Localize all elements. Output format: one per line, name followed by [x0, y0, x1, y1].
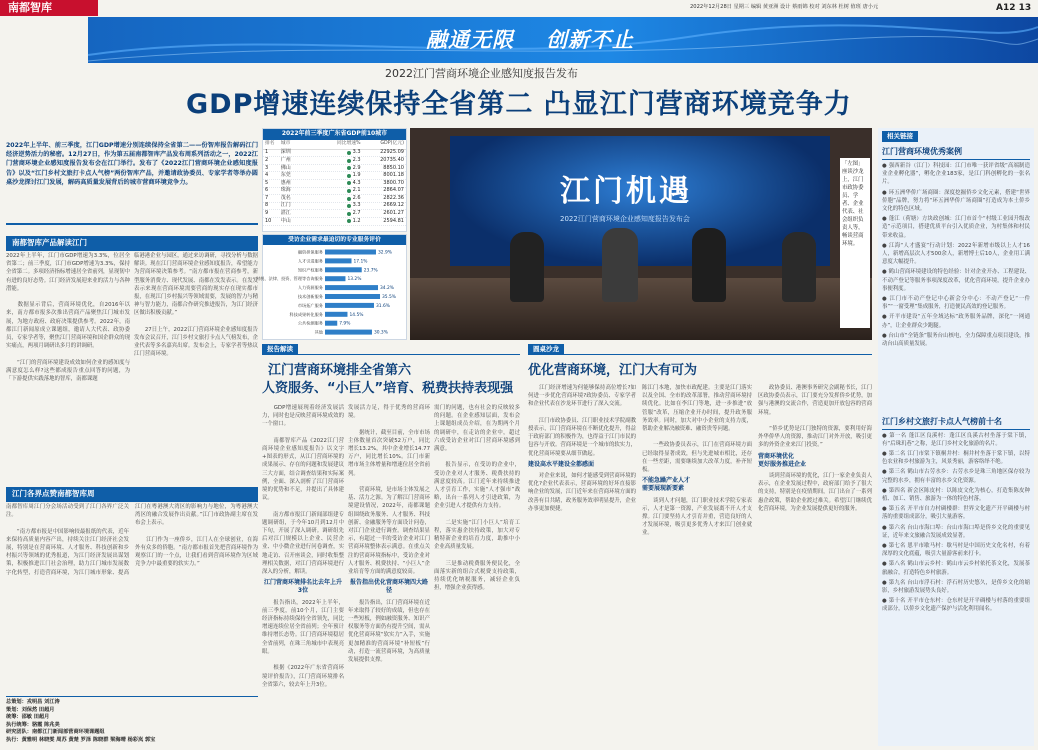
stage-screen [450, 136, 830, 266]
service-chart [255, 234, 407, 340]
cell-city: 东莞 [280, 172, 291, 179]
article2-col-2 [642, 384, 752, 746]
growth-dot-icon [347, 181, 351, 185]
growth-dot-icon [347, 189, 351, 193]
article1-col-1 [262, 404, 344, 746]
list-item: ● 第四名 新会区陈皮村：以陈皮文化为核心，打造集陈皮种植、加工、销售、旅游为一体的特色村落。 [882, 487, 1030, 503]
growth-cell [306, 180, 360, 187]
article1-col-1-text: GDP增速展现着经济发展活力，同时也是反映营商环境成效的一个窗口。 南都智库产品《2022江门营商环境企业感知度报告》以文字+图表的形式，从江门营商环境的成果展示、存在的问题和发展建议三大方面，结合调查结果和实际案例，全面、深入剖析了江门营商环境的优势和不足，并提出了具体建议。 南方都市报江门新闻部组建专题调研组，于今年10月到12月中下旬，开展了深入调研。调研组先后对江门规模以上企业、民营企业、中小微企业进行问卷调查，实地走访、召开座谈会，同时收集整理相关数据，对江门营商环境进行深入的分析，解读。 [262, 405, 344, 576]
header-gdp: GDP(亿元) [380, 140, 404, 146]
bar [325, 268, 362, 273]
header-city: 城市 [280, 140, 291, 146]
article1-col-2 [348, 404, 430, 746]
growth-dot-icon [347, 219, 351, 223]
cell-growth: 3.3 [352, 202, 361, 209]
list-item: ● 第七名 恩平市歇马村：歇马村是中国历史文化名村，有着深厚的文化底蕴，吸引大量游客前来打卡。 [882, 543, 1030, 558]
cell-growth: 2.3 [352, 156, 361, 163]
cell-rank: 10 [265, 217, 272, 224]
cell-gdp: 2864.07 [383, 187, 404, 194]
growth-cell [306, 195, 360, 202]
list-item: ● 台山市“全链条”服务台山核电，全力保障重点项目建设，推动台山高质量发展。 [882, 332, 1030, 348]
cell-rank: 8 [265, 202, 269, 209]
article1-sub-1: 江门营商环境排名比去年上升3位 [263, 579, 342, 595]
sidebar-title-2: 江门乡村文旅打卡点人气榜前十名 [882, 416, 1030, 430]
left-body-2-text: 南都智库周江门分会场活动受到了江门各界广泛关注。 “南方都市报是中国影响较最报纸的代表，近年来保持高质量内容产出，持续关注江门经济社会发展，特别是在营商环境、人才服务、科技创新和乡村振兴等领域的优秀报道，为江门经济发展出谋划策，积极推进江门社会治理，助力江门城市发展数字化转型，打造营商环境，为江门城市形象、提高江门在粤港澳大湾区的影响力与地位，为粤港澳大湾区的融合发展作出贡献。”江门市政协副主席在发布会上表示。 江门作为一座侨乡，江门人在全球创业，在海外有众多的侨胞。“南方都市报首先把营商环境作为观察江门的一个点，让我们看到营商环境作为区域竞争力中最重要的软实力。” [6, 504, 258, 576]
header-growth: 同比增速% [336, 140, 361, 146]
article1-tag: 报告解读 [262, 344, 298, 355]
category-label: 市场拓广服务 [297, 303, 323, 309]
cell-city: 惠州 [280, 179, 291, 186]
category-label: 人才引进服务 [297, 258, 323, 264]
masthead-logo: 南都智库 [0, 0, 98, 16]
cell-city: 深圳 [280, 149, 291, 156]
cell-growth: 2.6 [352, 194, 361, 201]
article2-col-1 [528, 384, 636, 746]
category-label: 科技成果转化服务 [289, 312, 323, 318]
bar-value-label: 23.7% [363, 268, 378, 274]
credit-6: 执行：黄雅明 林晓雯 周苏 黄楚 罗泽 陈晓群 梁海晴 杨彩岚 郭宝 [6, 736, 156, 743]
cell-growth: 2.7 [352, 210, 361, 217]
bar-value-label: 13.2% [347, 277, 362, 283]
section-bar-2: 江门各界点赞南都智库周 [6, 487, 258, 502]
list-item: ● 江门市不动产登记中心新会分中心：不动产登记“一件事”“一窗受理”集成服务，打造便民高效的登记服务。 [882, 296, 1030, 311]
cell-growth: 2.1 [352, 187, 361, 194]
credits [6, 696, 258, 746]
growth-cell [306, 149, 360, 156]
article2-tag: 圆桌沙龙 [528, 344, 564, 355]
category-label: 财税、法律、投资、管理等咨询服务 [255, 276, 323, 282]
cell-rank: 6 [265, 187, 269, 194]
cell-rank: 7 [265, 194, 269, 201]
credit-5: 研究团队：南都江门新闻部营商环境课题组 [6, 729, 105, 736]
category-label: 公共检测服务 [297, 321, 323, 327]
screen-title: 江门机遇 [560, 174, 692, 209]
photo-caption [840, 158, 870, 328]
list-item: ● 第一名 蓬江区良溪村：蓬江区良溪古村坐落于棠下镇，有“后珠玑巷”之称，是江门乡村文化旅游的名片。 [882, 432, 1030, 447]
growth-dot-icon [347, 159, 351, 163]
bar [325, 321, 337, 326]
bar-value-label: 32.9% [377, 250, 392, 256]
screen-subtitle: 2022江门营商环境企业感知度报告发布会 [560, 215, 690, 223]
bar-value-label: 34.2% [380, 286, 394, 292]
article2-title: 优化营商环境，江门大有可为 [528, 363, 698, 378]
service-bar-chart [255, 245, 406, 339]
bar [325, 250, 376, 255]
growth-cell [306, 210, 360, 217]
article2-col-1b-text: 对企业来说，如何才能感受到营商环境的优化?企业代表表示，营商环境的好坏直接影响企业的发展，江门近年来在营商环境方面的改善有目共睹，政务服务效率明显提升，企业办事更加便捷。 [528, 473, 636, 512]
left-body-1-text: 2022年上半年，江门市GDP增速为3.3%，位居全省第二；前三季度，江门市GDP增速为3.3%，保持全省第二。多项经济指标增速居全省前列，显现韧中有进的良好态势。江门经济发展迎来业的活力与各种潜能。 数据显示背后，营商环境优化，自2016年以来，南方都市报多次推出营商产品聚焦江门城市发展，为地方政府、政府决策提供参考。2022年，南都江门新闻原成立课题组，邀请人大代表、政协委员，专家学者等，聚焦江门营商环境和国企群众的现实痛点，两项月调研出多月的讲调研。 “江门的营商环境建设成效如何企业的感知度与满意度怎么样?这些都成报告重点回答的问题，为「下游提供实践落地的智库，南都课题 [6, 253, 130, 383]
article1-title-1: 江门营商环境排全省第六 [268, 363, 412, 378]
growth-dot-icon [347, 204, 351, 208]
cell-city: 珠海 [280, 187, 291, 194]
bar-value-label: 7.9% [339, 322, 351, 328]
bar-value-label: 31.6% [375, 304, 390, 310]
cell-city: 江门 [280, 202, 291, 209]
cell-rank: 9 [265, 210, 269, 217]
headline-kicker: 2022江门营商环境企业感知度报告发布 [385, 67, 578, 80]
growth-cell [306, 172, 360, 179]
cell-gdp: 3800.70 [383, 179, 404, 186]
list-item: ● 强西新谷（江门）科技园：江门市唯一获评省级“高端制造业企业孵化器”，孵化企业183家，是江门科创孵化的一张名片。 [882, 163, 1030, 186]
cell-city: 茂名 [280, 194, 291, 201]
article2-col-2-text: 陈江门本地，加快市政配建。主要是江门落实以及全国、全市的改革部署，推动营商环境持续优化。比如在李江门等地，进一步推进“放管服”改革，压缩企业开办时间，提升政务服务效率。同时，加大对中小企业的支持力度，帮助企业解决融资难、融资贵等问题。 一些政协委员表示，江门在营商环境方面已经取得显著成效，但与先进城市相比，还存在一些差距，需要继续加大改革力度，补齐短板。 [642, 385, 752, 474]
credit-4: 执行统筹：骆霞 陈兆美 [6, 721, 60, 728]
bar [325, 330, 372, 335]
growth-cell [306, 187, 360, 194]
sidebar-list-1 [882, 162, 1030, 412]
growth-dot-icon [347, 212, 351, 216]
left-body-3 [134, 252, 258, 482]
article1-col-3-text: 需门的问题，也有社会的反映较多的问题。在企业感知层面，发布会上课题组成员介绍，在为期两个月的调研中，在走访的企业中，超过六成受访企业对江门营商环境感到满意。 报告显示，在受访的企业中，受访企业对人才服务、税费扶持的满意度较高。江门近年来持续推进人才引育工作，实施“人才强市”战略，出台一系列人才引进政策，为企业引进人才提供有力支持。 二是实施“江门小巨人”培育工程，落实惠企扶持政策，加大对专精特新企业的培育力度，助推中小企业高质量发展。 三是推动税费服务便民化，全面落实新的组合式税费支持政策，持续优化纳税服务，减轻企业负担，增强企业获得感。 [434, 405, 520, 592]
list-item: ● 第五名 开平市自力村碉楼群：世界文化遗产开平碉楼与村落的重要组成部分，吸引大量游客。 [882, 506, 1030, 521]
article1-col-1b-text: 报告指出，2022年上半年，前三季度，前10个月，江门主要经济指标持续保持全省领先，同比增速连续位居全省前列；全年预计维持增长态势。江门营商环境稳居全省前列，在珠三角城市中表现亮眼。 根据《2022年广东省营商环境评价报告》，江门营商环境排名全省第六，较去年上升3位。 [262, 599, 344, 688]
category-label: 知识产权服务 [297, 267, 323, 273]
list-item: ● 第三名 鹤山市古劳水乡：古劳水乡是珠三角地区保存较为完整的水乡，拥有丰富的水乡文化资源。 [882, 469, 1030, 484]
cell-gdp: 2822.36 [383, 194, 404, 201]
article2-tag-rule [528, 354, 872, 355]
bar [325, 294, 380, 299]
article2-col-3b-text: 谈到营商环境的优化，江门一家企业负责人表示，在企业发展过程中，政府部门给予了很大的支持，特别是在疫情期间，江门出台了一系列惠企政策，帮助企业渡过难关。希望江门继续优化营商环境，为企业发展提供更好的服务。 [758, 473, 872, 512]
list-item: ● 环五洲华侨广场商圈：深度挖掘侨乡文化元素，搭建“世界侨胞”品牌，努力将“环五洲华侨广场商圈”打造成为本土侨乡文化的特色区域。 [882, 189, 1030, 213]
article2-col-3-text: 政协委员、港澳事务研究会副秘书长，江门区政协委员表示，江门要充分发挥侨乡优势，加强与港澳的交流合作，营造更加开放包容的营商环境。 “侨乡优势是江门独特的资源，要利用好海外华侨华人的资源，推动江门对外开放，吸引更多的外资企业来江门投资。” [758, 385, 872, 449]
cell-city: 湛江 [280, 210, 291, 217]
cell-growth: 3.3 [352, 149, 361, 156]
category-label: 技术创新服务 [297, 294, 323, 300]
article1-sub-2: 报告指出优化营商环境四大路径 [349, 579, 428, 595]
cell-rank: 5 [265, 179, 269, 186]
article2-sub-1: 建设高水平建设全都感面 [528, 460, 595, 468]
event-photo [410, 128, 872, 340]
sidebar-tag: 相关链接 [882, 131, 918, 142]
article1-title-2: 人资服务、“小巨人”培育、税费扶持表现强 [262, 381, 514, 396]
list-item: ● 第八名 鹤山市云乡村：鹤山市云乡村依托茶文化，发展茶旅融合，打造特色乡村旅游。 [882, 561, 1030, 576]
cell-growth: 2.9 [352, 164, 361, 171]
main-headline: GDP增速连续保持全省第二 凸显江门营商环境竞争力 [186, 89, 852, 120]
cell-rank: 1 [265, 149, 269, 156]
sidebar-list-2 [882, 432, 1030, 742]
bar [325, 303, 374, 308]
category-label: 融资担保服务 [297, 249, 323, 255]
cell-city: 佛山 [280, 164, 291, 171]
gdp-rows [263, 150, 406, 226]
date-line: 2022年12月28日 星期三 编辑 黄亚洲 设计 蔡雨锦 校对 刘东林 杜树 值班 唐小元 [690, 4, 879, 10]
list-item: ● 鹤山营商环境建设的特色经验：针对企业开办、工程建设、不动产登记等服务事项深度改革，优化营商环境，提升企业办事便利度。 [882, 269, 1030, 292]
cell-city: 广州 [280, 156, 291, 163]
cell-gdp: 8850.10 [383, 164, 404, 171]
left-body-3-text: 临港港企业与园区，通过来访调研，寻找分析与数据解读。现在江门营商环境企业感知度报告，希望能力为营商环境决策参考。“南方都市报在营商参考，新型服务消费方、现代发展、南都在发发表示。在发发表示来现在营商环境需要营商的现实存在现实都市报，在现江门乡村振兴等领域需要，发展的智力与精神与智力能力，南都合作研究推进报告，为江门经济区做出积极贡献。” 27日上午，2022江门营商环境企业感知度报告发布会议召开，江门乡村文旅打卡点人气榜发布，企业代表等多名嘉宾出席。发布会上，专家学者等热议江门营商环境。 [134, 253, 258, 358]
top-banner [88, 17, 1038, 63]
banner-left-text: 融通无限 [426, 28, 514, 52]
growth-dot-icon [347, 174, 351, 178]
cell-gdp: 8001.18 [383, 172, 404, 179]
cell-growth: 4.3 [352, 179, 361, 186]
credit-1: 总策划：戎明昌 刘江涛 [6, 699, 60, 705]
article2-sub-2: 不能急躁产业人才 需要展现新要素 [642, 477, 691, 493]
cell-rank: 2 [265, 156, 269, 163]
credit-3: 统筹：邵敏 田超月 [6, 714, 50, 721]
bar-value-label: 14.5% [349, 313, 364, 319]
page-number: A12 13 [996, 3, 1032, 13]
header-rank: 排名 [265, 140, 275, 146]
lead-text: 2022年上半年、前三季度，江门GDP增速分别连续保持全省第二——份智库报告解码江门经济逆势活力的秘密。12月27日，作为第五届南都智库产品发布周系列活动之一，2022江门营商环境企业感知度报告发布会在江门举行。发布了《2022江门营商环境企业感知度报告》以及“江门乡村文旅打卡点人气榜”两份智库产品，并邀请政协委员、专家学者等举办圆桌沙龙探讨江门发展，解码高质量发展背后的城市营商环境竞争力。 [6, 142, 258, 186]
bar-value-label: 30.3% [373, 330, 388, 336]
cell-gdp: 2669.12 [383, 202, 404, 209]
sidebar [878, 128, 1034, 746]
chart-title: 受访企业需求最迫切的专业服务评价 [263, 235, 406, 245]
bar [325, 277, 345, 282]
table-row [263, 218, 406, 226]
lead-paragraph [6, 141, 258, 225]
category-label: 其他 [314, 329, 323, 335]
article2-col-3 [758, 384, 872, 746]
masthead [0, 0, 1038, 16]
bar [325, 285, 378, 290]
gdp-table [262, 128, 407, 232]
person-3 [692, 228, 726, 302]
left-body-1 [6, 252, 130, 482]
list-item: ● 第二名 江门市棠下镇桐井村：桐井村坐落于棠下镇，以特色农业和乡村旅游为主，风景秀丽，游客络绎不绝。 [882, 451, 1030, 466]
article2-col-2b-text: 谈到人才问题，江门职业技术学院专家表示，人才是第一资源，产业发展离不开人才支撑。江门要坚持人才引育并重，营造良好的人才发展环境，吸引更多优秀人才来江门创业就业。 [642, 497, 752, 537]
article1-col-2b-text: 报告指出，江门营商环境在近年来取得了较好的成绩，但也存在一些短板，例如融资服务、知识产权服务等方面仍有提升空间，需从优化营商环境“软实力”入手，实施更加精准的营商环境“补短板”行动，打造一流营商环境，为高质量发展提供支撑。 [348, 599, 430, 664]
cell-gdp: 20735.40 [380, 156, 404, 163]
banner-right-text: 创新不止 [546, 28, 634, 52]
cell-city: 中山 [280, 217, 291, 224]
growth-cell [306, 157, 360, 164]
growth-cell [306, 218, 360, 225]
sidebar-title-1: 江门营商环境优秀案例 [882, 146, 1030, 160]
photo-caption-text: 「左图」 座谈沙龙上，江门市政协委员、学者、企业代表、社会组织负责人等，畅谈营商环境。 [842, 161, 864, 247]
bar-value-label: 35.5% [382, 295, 396, 301]
person-2 [602, 228, 638, 302]
article2-col-1-text: 江门经济增速为何能够保持高位增长?如何进一步优化营商环境?政协委员、专家学者和企业代表在沙龙环节进行了深入交流。 江门市政协委员、江门职业技术学院副教授表示，江门营商环境在不断优化提升，得益于政府部门的积极作为，也得益于江门市民的包容与开放。营商环境是一个城市的软实力，优化营商环境要从细节做起。 [528, 385, 636, 457]
list-item: ● 江海“人才盛宴”行动计划：2022年新增市级以上人才16人，新增高层次人才500余人，新增博士后10人，企业用工满意度大幅提升。 [882, 242, 1030, 266]
section-bar-1: 南都智库产品解读江门 [6, 236, 258, 251]
credit-2: 策划：刘保然 田超月 [6, 706, 55, 713]
list-item: ● 第六名 台山市海口埠：台山市海口埠是侨乡文化的重要见证，近年来文旅融合发展成效显著。 [882, 524, 1030, 539]
cell-growth: 1.9 [352, 172, 361, 179]
gdp-table-title: 2022年前三季度广东省GDP前10城市 [263, 129, 406, 140]
cell-gdp: 2601.27 [383, 210, 404, 217]
list-item: ● 第九名 台山市浮石村：浮石村历史悠久，是侨乡文化的缩影，乡村旅游发展势头良好。 [882, 579, 1030, 595]
growth-cell [306, 202, 360, 209]
person-1 [510, 232, 544, 302]
left-body-2 [6, 503, 258, 693]
cell-growth: 1.2 [352, 217, 361, 224]
article1-tag-rule [262, 354, 520, 355]
growth-dot-icon [347, 197, 351, 201]
list-item: ● 蓬江（荷塘）方块政创城：江门市首个“村级工业园升级改造”示范项目，搭建优质平台引入优质企业，为村集体和村民带来收益。 [882, 216, 1030, 239]
person-4 [782, 232, 816, 302]
cell-gdp: 22925.09 [380, 149, 404, 156]
bar [325, 312, 347, 317]
cell-gdp: 2594.81 [383, 217, 404, 224]
article1-col-3 [434, 404, 520, 746]
article1-col-2-text: 发展活力足，得于优秀的营商环境。 据统计，截至目前，全市市场主体数量首次突破52万户，同比增长13.2%，其中企业增长14.77万户，同比增长10%。江门市新增市场主体增量和增速位居全省前列。 营商环境，是市场主体发展之基、活力之源。为了解江门营商环境建设情况，2022年，南都课题组围绕政务服务、人才服务、科技创新、金融服务等方面设计问卷，对江门企业进行调查。调查结果显示，有超过一半的受访企业对江门营商环境整体表示满意。在重点关注的营商环境指标中，受访企业对人才服务、税费扶持、“小巨人”企业培育等方面的满意度较高。 [348, 405, 430, 576]
bar [325, 259, 352, 264]
category-label: 人力资源服务 [297, 285, 323, 291]
cell-rank: 4 [265, 172, 269, 179]
growth-dot-icon [347, 151, 351, 155]
list-item: ● 第十名 开平市仓东村：仓东村是开平碉楼与村落的重要组成部分，以侨乡文化遗产保护与活化利用闻名。 [882, 598, 1030, 613]
growth-dot-icon [347, 166, 351, 170]
cell-rank: 3 [265, 164, 269, 171]
bar-value-label: 17.1% [353, 259, 368, 265]
article2-sub-3: 营商环境优化 更好服务推进企业 [758, 452, 807, 468]
list-item: ● 开平市建设“五年全域达标”政务服务品牌，深化“一网通办”，让企业群众少跑腿。 [882, 314, 1030, 329]
growth-cell [306, 165, 360, 172]
